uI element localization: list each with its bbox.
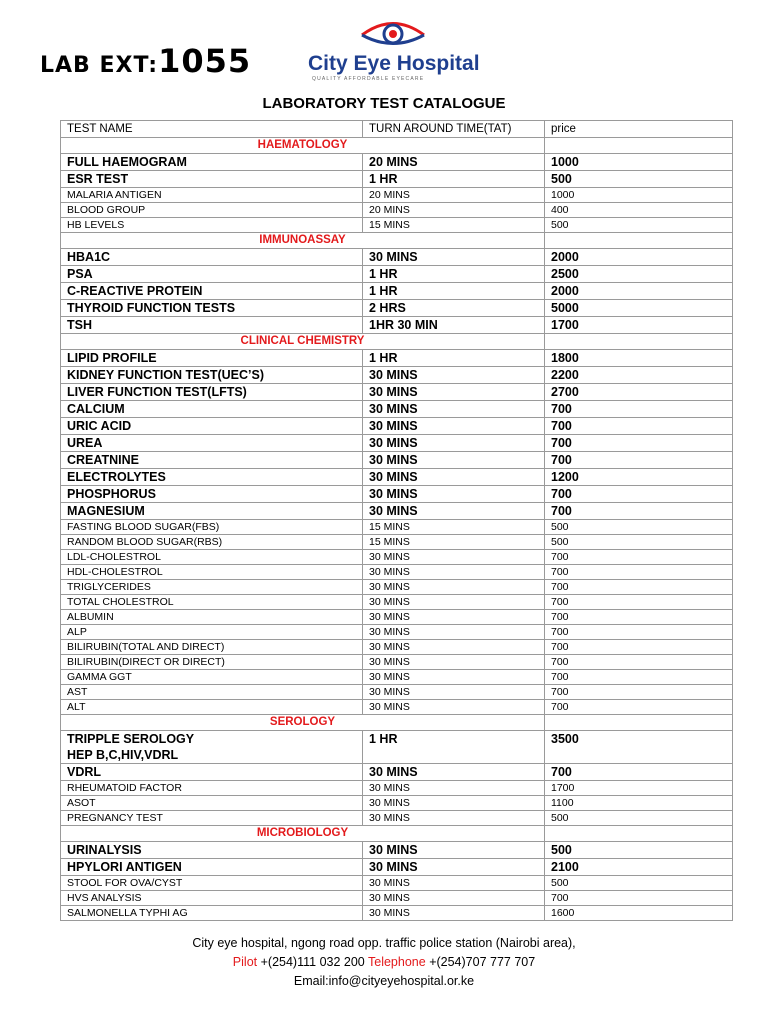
test-name: BILIRUBIN(DIRECT OR DIRECT)	[67, 656, 225, 668]
test-name: VDRL	[67, 765, 102, 779]
lab-ext-number: 1055	[158, 42, 252, 80]
table-row	[61, 249, 733, 266]
test-name-cell	[61, 685, 363, 700]
tat-cell: 30 MINS	[363, 781, 545, 796]
test-name: TRIPPLE SEROLOGY	[67, 732, 195, 746]
test-name: KIDNEY FUNCTION TEST(UEC’S)	[67, 368, 264, 382]
section-empty-cell	[545, 138, 733, 154]
tat-cell: 30 MINS	[363, 367, 545, 384]
test-name-cell	[61, 891, 363, 906]
tat-cell: 30 MINS	[363, 906, 545, 921]
test-name-cell	[61, 401, 363, 418]
section-title: MICROBIOLOGY	[61, 826, 545, 842]
test-name: ESR TEST	[67, 172, 129, 186]
section-title: SEROLOGY	[61, 715, 545, 731]
price-cell: 500	[545, 520, 733, 535]
test-name: ALT	[67, 701, 86, 713]
test-name-cell	[61, 610, 363, 625]
price-cell: 500	[545, 811, 733, 826]
table-row	[61, 764, 733, 781]
test-name: FASTING BLOOD SUGAR(FBS)	[67, 521, 220, 533]
price-cell: 2100	[545, 859, 733, 876]
test-name-cell	[61, 266, 363, 283]
test-name: URIC ACID	[67, 419, 132, 433]
test-name-cell	[61, 625, 363, 640]
table-row	[61, 171, 733, 188]
test-name-cell	[61, 859, 363, 876]
test-name: HBA1C	[67, 250, 111, 264]
price-cell: 1000	[545, 188, 733, 203]
price-cell: 2500	[545, 266, 733, 283]
price-cell: 700	[545, 401, 733, 418]
price-cell: 2200	[545, 367, 733, 384]
page-title: LABORATORY TEST CATALOGUE	[262, 95, 506, 112]
price-cell: 700	[545, 610, 733, 625]
tat-cell: 1HR 30 MIN	[363, 317, 545, 334]
table-row	[61, 580, 733, 595]
tat-cell: 15 MINS	[363, 535, 545, 550]
price-cell: 500	[545, 171, 733, 188]
test-name: GAMMA GGT	[67, 671, 132, 683]
test-name: HDL-CHOLESTROL	[67, 566, 163, 578]
tat-cell: 30 MINS	[363, 670, 545, 685]
table-row	[61, 300, 733, 317]
tat-cell: 30 MINS	[363, 685, 545, 700]
test-name-cell	[61, 764, 363, 781]
test-name-cell	[61, 781, 363, 796]
test-name: THYROID FUNCTION TESTS	[67, 301, 236, 315]
test-name-cell	[61, 580, 363, 595]
test-name: HB LEVELS	[67, 219, 125, 231]
test-name-cell	[61, 249, 363, 266]
test-name: LIPID PROFILE	[67, 351, 157, 365]
price-cell: 700	[545, 700, 733, 715]
test-name-detail: HEP B,C,HIV,VDRL	[67, 748, 179, 762]
tat-cell: 30 MINS	[363, 811, 545, 826]
price-cell: 700	[545, 655, 733, 670]
price-cell: 2000	[545, 249, 733, 266]
test-name-cell	[61, 550, 363, 565]
price-cell: 700	[545, 685, 733, 700]
tat-cell: 30 MINS	[363, 452, 545, 469]
test-name-cell	[61, 203, 363, 218]
test-name: HVS ANALYSIS	[67, 892, 142, 904]
table-row	[61, 418, 733, 435]
table-row	[61, 350, 733, 367]
price-cell: 700	[545, 891, 733, 906]
table-row	[61, 550, 733, 565]
table-row	[61, 685, 733, 700]
table-row	[61, 859, 733, 876]
price-cell: 5000	[545, 300, 733, 317]
table-row	[61, 452, 733, 469]
column-header-price: price	[545, 121, 733, 138]
test-name-cell	[61, 188, 363, 203]
tat-cell: 30 MINS	[363, 876, 545, 891]
test-name: RHEUMATOID FACTOR	[67, 782, 182, 794]
tat-cell: 30 MINS	[363, 625, 545, 640]
test-name-cell	[61, 876, 363, 891]
price-cell: 700	[545, 418, 733, 435]
table-row	[61, 595, 733, 610]
price-cell: 700	[545, 625, 733, 640]
price-cell: 2700	[545, 384, 733, 401]
test-name: LDL-CHOLESTROL	[67, 551, 161, 563]
test-name: PREGNANCY TEST	[67, 812, 163, 824]
test-name: LIVER FUNCTION TEST(LFTS)	[67, 385, 247, 399]
section-title: CLINICAL CHEMISTRY	[61, 334, 545, 350]
table-row	[61, 218, 733, 233]
table-row	[61, 876, 733, 891]
table-header-row	[61, 121, 733, 138]
price-cell: 400	[545, 203, 733, 218]
table-row	[61, 469, 733, 486]
footer-email: Email:info@cityeyehospital.or.ke	[293, 974, 475, 988]
table-row	[61, 565, 733, 580]
tat-cell: 30 MINS	[363, 435, 545, 452]
section-title: IMMUNOASSAY	[61, 233, 545, 249]
table-row	[61, 283, 733, 300]
price-cell: 700	[545, 435, 733, 452]
tat-cell: 30 MINS	[363, 764, 545, 781]
table-row	[61, 384, 733, 401]
footer	[0, 934, 768, 991]
pilot-number: +(254)111 032 200	[260, 955, 365, 969]
tat-cell: 30 MINS	[363, 859, 545, 876]
table-row	[61, 781, 733, 796]
test-name-cell	[61, 670, 363, 685]
price-cell: 1600	[545, 906, 733, 921]
test-name-cell	[61, 640, 363, 655]
table-body	[61, 138, 733, 921]
price-cell: 700	[545, 486, 733, 503]
logo-name: City Eye Hospital	[308, 52, 480, 75]
table-row	[61, 655, 733, 670]
tat-cell: 2 HRS	[363, 300, 545, 317]
table-row	[61, 811, 733, 826]
price-cell: 700	[545, 503, 733, 520]
tat-cell: 30 MINS	[363, 486, 545, 503]
test-name: UREA	[67, 436, 103, 450]
table-row	[61, 317, 733, 334]
test-name-cell	[61, 700, 363, 715]
table-row	[61, 520, 733, 535]
table-row	[61, 535, 733, 550]
telephone-number: +(254)707 777 707	[429, 955, 536, 969]
test-name: TSH	[67, 318, 92, 332]
table-row	[61, 503, 733, 520]
tat-cell: 20 MINS	[363, 154, 545, 171]
test-name: TRIGLYCERIDES	[67, 581, 151, 593]
test-name: C-REACTIVE PROTEIN	[67, 284, 203, 298]
test-catalogue-table	[60, 120, 733, 921]
test-name-cell	[61, 171, 363, 188]
tat-cell: 30 MINS	[363, 418, 545, 435]
table-row	[61, 625, 733, 640]
section-empty-cell	[545, 334, 733, 350]
test-name-cell	[61, 503, 363, 520]
table-row	[61, 670, 733, 685]
table-row	[61, 203, 733, 218]
test-name-cell	[61, 350, 363, 367]
test-name: TOTAL CHOLESTROL	[67, 596, 174, 608]
tat-cell: 20 MINS	[363, 203, 545, 218]
table-row	[61, 610, 733, 625]
tat-cell: 30 MINS	[363, 550, 545, 565]
section-empty-cell	[545, 826, 733, 842]
table-row	[61, 266, 733, 283]
test-name: ASOT	[67, 797, 96, 809]
pilot-label: Pilot	[232, 955, 258, 969]
price-cell: 700	[545, 764, 733, 781]
lab-ext-label: LAB EXT:	[40, 53, 159, 78]
test-name: BLOOD GROUP	[67, 204, 146, 216]
tat-cell: 30 MINS	[363, 565, 545, 580]
test-name: PHOSPHORUS	[67, 487, 156, 501]
test-name-cell	[61, 300, 363, 317]
test-name: AST	[67, 686, 88, 698]
test-name-cell	[61, 218, 363, 233]
table-row	[61, 188, 733, 203]
section-header-row	[61, 233, 733, 249]
price-cell: 700	[545, 595, 733, 610]
table-row	[61, 367, 733, 384]
tat-cell: 30 MINS	[363, 503, 545, 520]
test-name-cell	[61, 842, 363, 859]
section-header-row	[61, 138, 733, 154]
tat-cell: 1 HR	[363, 283, 545, 300]
tat-cell: 30 MINS	[363, 891, 545, 906]
test-name-cell	[61, 418, 363, 435]
table-row	[61, 486, 733, 503]
tat-cell: 30 MINS	[363, 595, 545, 610]
tat-cell: 30 MINS	[363, 842, 545, 859]
tat-cell: 30 MINS	[363, 700, 545, 715]
table-row	[61, 891, 733, 906]
table-row	[61, 640, 733, 655]
section-empty-cell	[545, 715, 733, 731]
test-name: SALMONELLA TYPHI AG	[67, 907, 188, 919]
tat-cell: 30 MINS	[363, 469, 545, 486]
tat-cell: 30 MINS	[363, 610, 545, 625]
test-name: MAGNESIUM	[67, 504, 145, 518]
tat-cell: 1 HR	[363, 266, 545, 283]
tat-cell: 30 MINS	[363, 249, 545, 266]
column-header-test-name: TEST NAME	[61, 121, 363, 138]
tat-cell: 30 MINS	[363, 796, 545, 811]
test-name: ELECTROLYTES	[67, 470, 166, 484]
price-cell: 1100	[545, 796, 733, 811]
tat-cell: 30 MINS	[363, 640, 545, 655]
logo-tagline: QUALITY AFFORDABLE EYECARE	[312, 76, 425, 82]
hospital-logo	[308, 18, 478, 88]
price-cell: 700	[545, 580, 733, 595]
footer-phones	[0, 953, 768, 972]
section-header-row	[61, 826, 733, 842]
test-name-cell	[61, 283, 363, 300]
price-cell: 1000	[545, 154, 733, 171]
price-cell: 2000	[545, 283, 733, 300]
test-name-cell	[61, 452, 363, 469]
tat-cell: 30 MINS	[363, 384, 545, 401]
test-name-cell	[61, 469, 363, 486]
test-name: HPYLORI ANTIGEN	[67, 860, 182, 874]
section-header-row	[61, 715, 733, 731]
price-cell: 3500	[545, 731, 733, 764]
test-name-cell	[61, 565, 363, 580]
table-row	[61, 401, 733, 418]
price-cell: 500	[545, 535, 733, 550]
price-cell: 500	[545, 842, 733, 859]
price-cell: 700	[545, 550, 733, 565]
test-name-cell	[61, 367, 363, 384]
test-name-cell	[61, 535, 363, 550]
table-row	[61, 731, 733, 764]
table-row	[61, 700, 733, 715]
tat-cell: 20 MINS	[363, 188, 545, 203]
test-name-cell	[61, 655, 363, 670]
price-cell: 700	[545, 640, 733, 655]
price-cell: 1800	[545, 350, 733, 367]
footer-address: City eye hospital, ngong road opp. traffic police station (Nairobi area),	[192, 936, 576, 950]
test-name-cell	[61, 384, 363, 401]
price-cell: 500	[545, 218, 733, 233]
test-name: ALP	[67, 626, 87, 638]
price-cell: 700	[545, 452, 733, 469]
test-name: URINALYSIS	[67, 843, 142, 857]
table-row	[61, 842, 733, 859]
test-name-cell	[61, 520, 363, 535]
test-name-cell	[61, 731, 363, 764]
test-name: FULL HAEMOGRAM	[67, 155, 187, 169]
test-name-cell	[61, 486, 363, 503]
test-name-cell	[61, 435, 363, 452]
section-empty-cell	[545, 233, 733, 249]
price-cell: 700	[545, 565, 733, 580]
price-cell: 700	[545, 670, 733, 685]
price-cell: 1700	[545, 317, 733, 334]
test-name: ALBUMIN	[67, 611, 114, 623]
tat-cell: 15 MINS	[363, 218, 545, 233]
section-title: HAEMATOLOGY	[61, 138, 545, 154]
table-row	[61, 796, 733, 811]
test-name: RANDOM BLOOD SUGAR(RBS)	[67, 536, 223, 548]
test-name: PSA	[67, 267, 93, 281]
test-name: CALCIUM	[67, 402, 125, 416]
test-name-cell	[61, 154, 363, 171]
table-row	[61, 906, 733, 921]
price-cell: 1200	[545, 469, 733, 486]
tat-cell: 30 MINS	[363, 655, 545, 670]
table-row	[61, 154, 733, 171]
column-header-tat: TURN AROUND TIME(TAT)	[363, 121, 545, 138]
test-name: CREATNINE	[67, 453, 139, 467]
table-row	[61, 435, 733, 452]
test-name: BILIRUBIN(TOTAL AND DIRECT)	[67, 641, 225, 653]
tat-cell: 30 MINS	[363, 580, 545, 595]
test-name: STOOL FOR OVA/CYST	[67, 877, 183, 889]
telephone-label: Telephone	[368, 955, 426, 969]
test-name-cell	[61, 796, 363, 811]
price-cell: 500	[545, 876, 733, 891]
test-name-cell	[61, 906, 363, 921]
tat-cell: 30 MINS	[363, 401, 545, 418]
lab-extension	[40, 42, 251, 80]
test-name-cell	[61, 595, 363, 610]
test-name-cell	[61, 811, 363, 826]
test-name-cell	[61, 317, 363, 334]
tat-cell: 1 HR	[363, 731, 545, 764]
tat-cell: 15 MINS	[363, 520, 545, 535]
price-cell: 1700	[545, 781, 733, 796]
test-name: MALARIA ANTIGEN	[67, 189, 162, 201]
tat-cell: 1 HR	[363, 350, 545, 367]
eye-logo-icon	[358, 18, 428, 52]
tat-cell: 1 HR	[363, 171, 545, 188]
section-header-row	[61, 334, 733, 350]
